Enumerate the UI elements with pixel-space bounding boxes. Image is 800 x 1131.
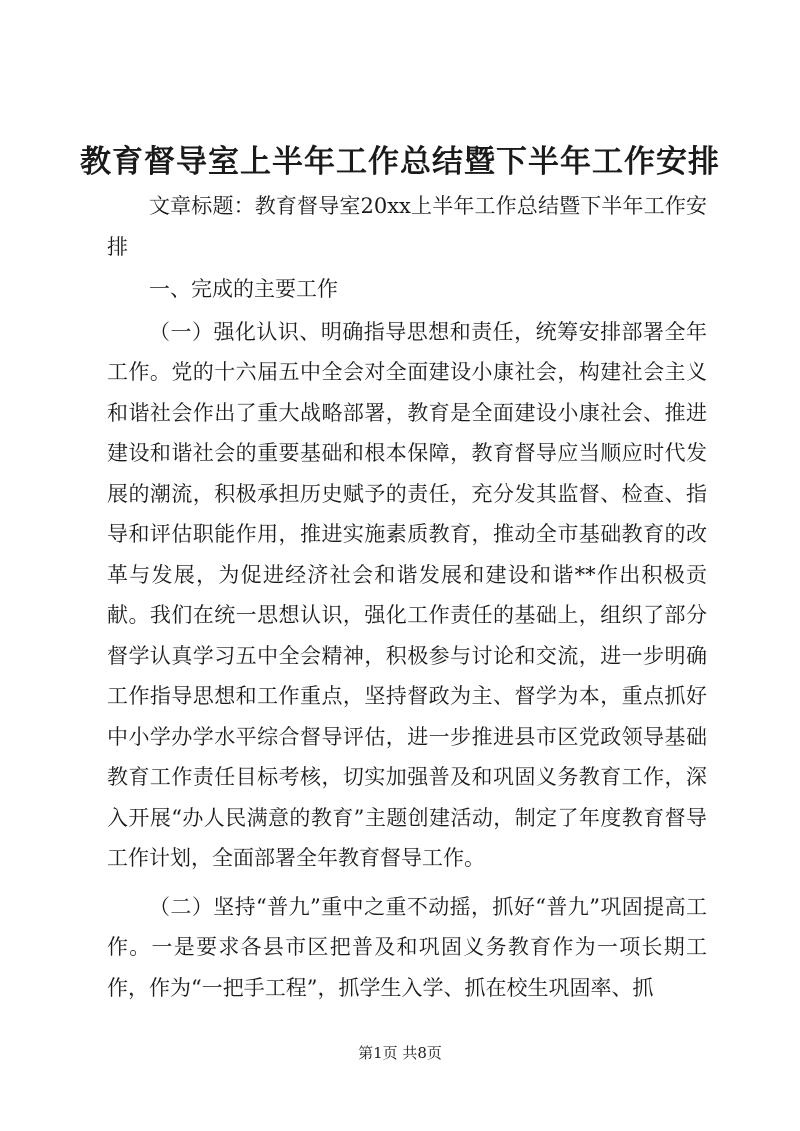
page-number-footer: 第1页 共8页 [358,1044,442,1062]
section-heading: 一、完成的主要工作 [149,277,338,301]
document-body [107,186,707,1016]
article-title-paragraph: 文章标题：教育督导室20xx上半年工作总结暨下半年工作安排 [107,194,707,259]
body-paragraph: （二）坚持“普九”重中之重不动摇，抓好“普九”巩固提高工作。一是要求各县市区把普及和巩固义务教育作为一项长期工作，作为“一把手工程”，抓学生入学、抓在校生巩固率、抓 [107,894,707,1000]
body-paragraph: （一）强化认识、明确指导思想和责任，统筹安排部署全年工作。党的十六届五中全会对全面建设小康社会，构建社会主义和谐社会作出了重大战略部署，教育是全面建设小康社会、推进建设和谐社会的重要基础和根本保障，教育督导应当顺应时代发展的潮流，积极承担历史赋予的责任，充分发其监督、检查、指导和评估职能作用，推进实施素质教育，推动全市基础教育的改革与发展，为促进经济社会和谐发展和建设和谐**作出积极贡献。我们在统一思想认识，强化工作责任的基础上，组织了部分督学认真学习五中全会精神，积极参与讨论和交流，进一步明确工作指导思想和工作重点，坚持督政为主、督学为本，重点抓好中小学办学水平综合督导评估，进一步推进县市区党政领导基础教育工作责任目标考核，切实加强普及和巩固义务教育工作，深入开展“办人民满意的教育”主题创建活动，制定了年度教育督导工作计划，全面部署全年教育督导工作。 [107,319,707,870]
document-title: 教育督导室上半年工作总结暨下半年工作安排 [80,144,720,180]
